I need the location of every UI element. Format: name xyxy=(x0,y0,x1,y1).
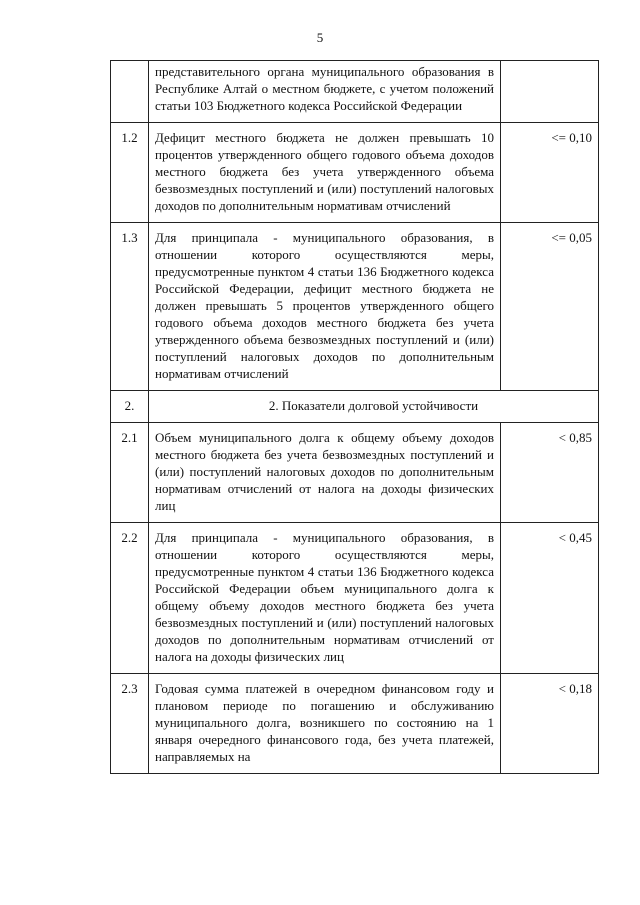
row-text: Для принципала - муниципального образования, в отношении которого осуществляются меры, предусмотренные пунктом 4 статьи 136 Бюджетного кодекса Российской Федерации, дефицит местного бюджета не должен превышать 5 процентов утвержденного общего годового объема доходов местного бюджета без учета утвержденного объема безвозмездных поступлений и (или) поступлений налоговых доходов по дополнительным нормативам отчислений xyxy=(149,223,501,391)
table-row xyxy=(111,523,599,674)
row-text: Объем муниципального долга к общему объему доходов местного бюджета без учета безвозмездных поступлений и (или) поступлений налоговых доходов по дополнительным нормативам отчислений от налога на доходы физических лиц xyxy=(149,423,501,523)
row-number: 2.3 xyxy=(111,674,149,774)
row-number: 1.2 xyxy=(111,123,149,223)
row-text: представительного органа муниципального образования в Республике Алтай о местном бюджете, с учетом положений статьи 103 Бюджетного кодекса Российской Федерации xyxy=(149,61,501,123)
row-value xyxy=(501,61,599,123)
row-number: 2.1 xyxy=(111,423,149,523)
row-number: 2.2 xyxy=(111,523,149,674)
row-text: Годовая сумма платежей в очередном финансовом году и плановом периоде по погашению и обслуживанию муниципального долга, возникшего по состоянию на 1 января очередного финансового года, без учета платежей, направляемых на xyxy=(149,674,501,774)
row-number: 2. xyxy=(111,391,149,423)
table-row xyxy=(111,61,599,123)
row-value: <= 0,05 xyxy=(501,223,599,391)
section-row xyxy=(111,391,599,423)
table-row xyxy=(111,223,599,391)
table-row xyxy=(111,423,599,523)
indicators-table xyxy=(110,60,599,774)
row-number: 1.3 xyxy=(111,223,149,391)
row-value: < 0,85 xyxy=(501,423,599,523)
table-row xyxy=(111,674,599,774)
table-row xyxy=(111,123,599,223)
row-value: <= 0,10 xyxy=(501,123,599,223)
row-value: < 0,45 xyxy=(501,523,599,674)
section-title: 2. Показатели долговой устойчивости xyxy=(149,391,599,423)
row-text: Дефицит местного бюджета не должен превышать 10 процентов утвержденного общего годового объема доходов местного бюджета без учета утвержденного объема безвозмездных поступлений и (или) поступлений налоговых доходов по дополнительным нормативам отчислений xyxy=(149,123,501,223)
row-value: < 0,18 xyxy=(501,674,599,774)
row-number xyxy=(111,61,149,123)
row-text: Для принципала - муниципального образования, в отношении которого осуществляются меры, предусмотренные пунктом 4 статьи 136 Бюджетного кодекса Российской Федерации объем муниципального долга к общему объему доходов местного бюджета без учета безвозмездных поступлений и (или) поступлений налоговых доходов по дополнительным нормативам отчислений от налога на доходы физических лиц xyxy=(149,523,501,674)
page-number: 5 xyxy=(316,30,324,45)
